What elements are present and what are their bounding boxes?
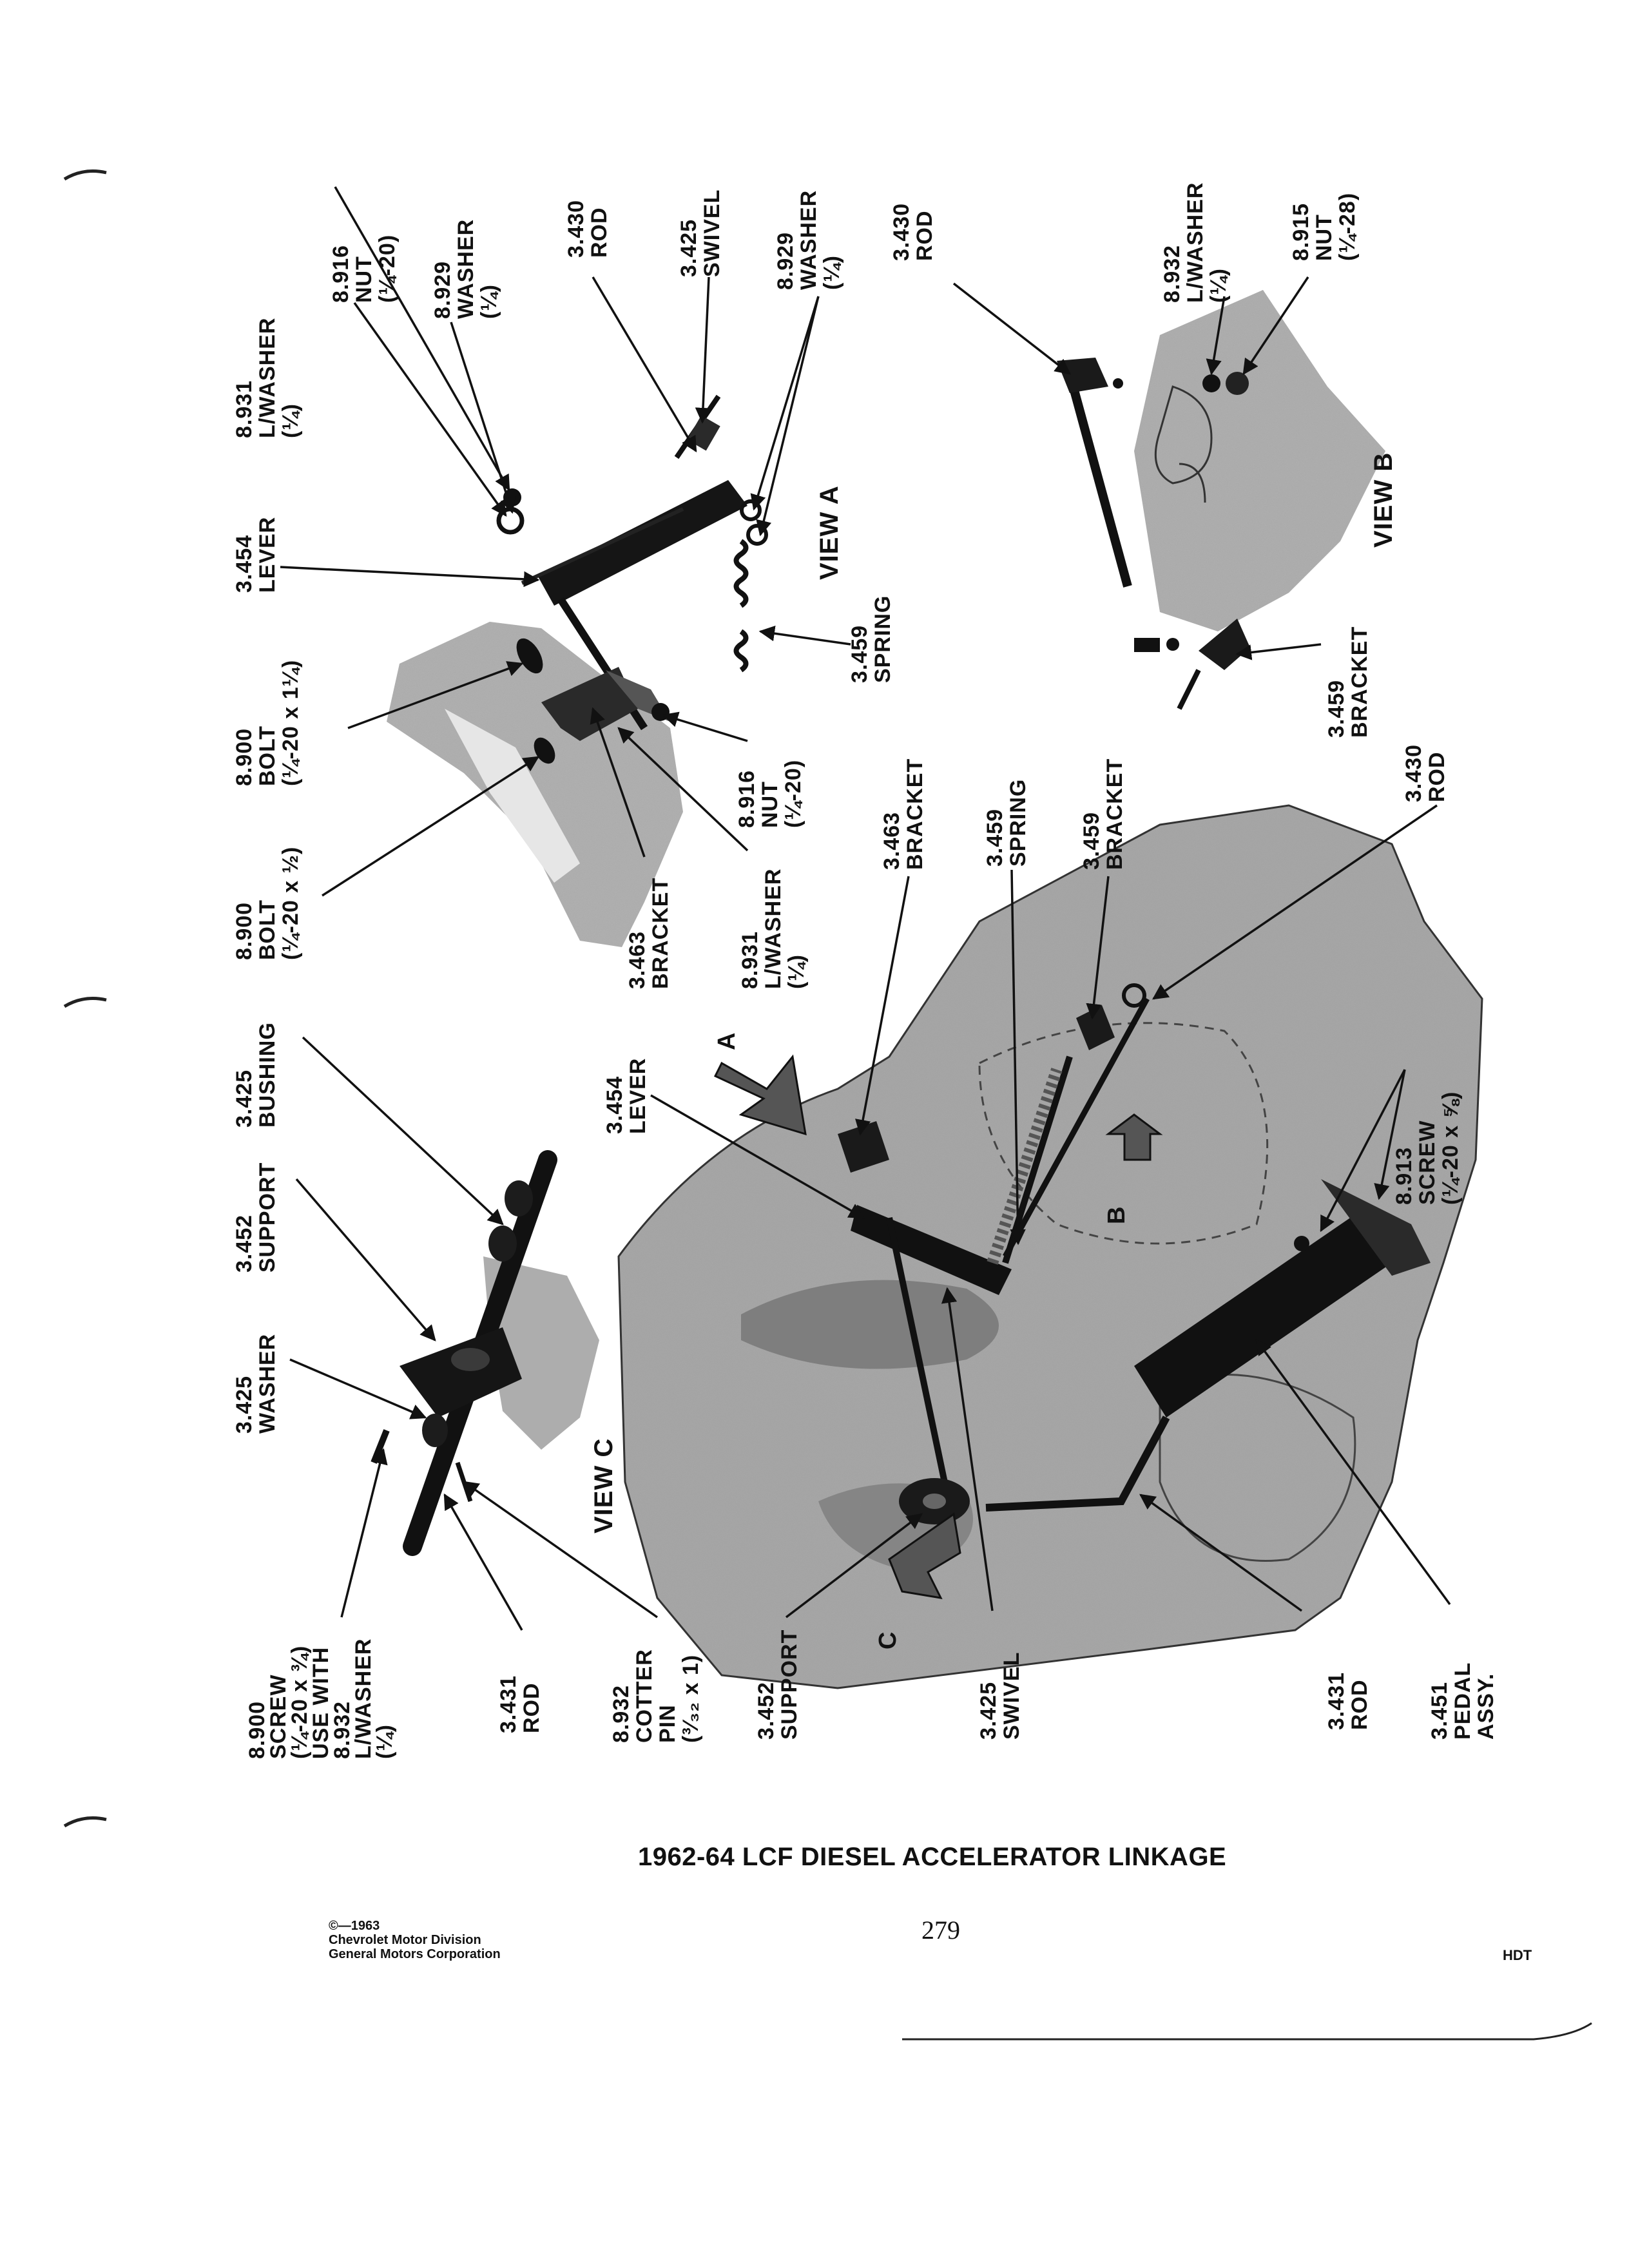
view-b-label: VIEW B: [1369, 452, 1398, 548]
callout-pedal-3451: 3.451PEDALASSY.: [1427, 1662, 1498, 1740]
callout-washer-8929-right: 8.929WASHER(¼): [773, 189, 844, 290]
callout-rod-3431-c: 3.431ROD: [496, 1675, 544, 1733]
copyright-line: ©—1963: [329, 1919, 380, 1933]
lever-a: [538, 480, 747, 606]
section-code: HDT: [1503, 1947, 1532, 1963]
callout-bushing-3425-c: 3.425BUSHING: [232, 1022, 280, 1128]
arrow-a: [715, 1057, 805, 1134]
callout-bracket-3463-a: 3.463BRACKET: [625, 877, 673, 989]
arrow-letter-c: C: [874, 1631, 901, 1649]
callout-bolt-8900-short: 8.900BOLT(¼-20 x ½): [232, 846, 303, 960]
callout-screw-8913: 8.913SCREW(¼-20 x ⅝): [1392, 1091, 1463, 1205]
copyright-block: [329, 1919, 501, 1961]
callout-rod-3430-main: 3.430ROD: [1402, 744, 1449, 802]
callout-nut-8916-top: 8.916NUT(¼-20): [329, 234, 400, 303]
callout-washer-3425-c: 3.425WASHER: [232, 1333, 280, 1434]
callout-spring-3459-a: 3.459SPRING: [847, 595, 895, 683]
callout-support-3452-main: 3.452SUPPORT: [754, 1629, 802, 1740]
footer-rule: [902, 2023, 1592, 2039]
callout-lwasher-8931-mid: 8.931L/WASHER(¼): [738, 868, 809, 989]
view-a-assembly: [387, 396, 766, 947]
callout-lever-3454-a: 3.454LEVER: [232, 516, 280, 593]
binder-marks: [64, 171, 106, 1826]
callout-lever-3454-main: 3.454LEVER: [602, 1057, 650, 1134]
callout-spring-3459-main: 3.459SPRING: [983, 778, 1030, 867]
callout-rod-3431-main: 3.431ROD: [1324, 1671, 1372, 1730]
callout-bolt-8900-long: 8.900BOLT(¼-20 x 1¼): [232, 659, 303, 786]
callout-bracket-3459-b: 3.459BRACKET: [1324, 626, 1372, 738]
callout-lwasher-8931-top: 8.931L/WASHER(¼): [232, 317, 303, 438]
rod-b: [1070, 374, 1128, 586]
arrow-letter-b: B: [1103, 1206, 1130, 1224]
callout-rod-3430-a: 3.430ROD: [564, 199, 612, 258]
callout-support-3452-c: 3.452SUPPORT: [232, 1162, 280, 1273]
callout-washer-8929-top: 8.929WASHER(¼): [430, 218, 501, 319]
callout-bracket-3459-main: 3.459BRACKET: [1079, 758, 1127, 870]
callout-rod-3430-b: 3.430ROD: [889, 202, 937, 261]
arrow-letter-a: A: [713, 1032, 740, 1050]
callout-screw-8900-c: 8.900SCREW(¼-20 x ¾)USE WITH8.932L/WASHER(¼): [245, 1638, 397, 1759]
callout-nut-8916-mid: 8.916NUT(¼-20): [735, 759, 805, 828]
copyright-corporation: General Motors Corporation: [329, 1947, 501, 1961]
view-b-assembly: [1057, 290, 1385, 709]
figure-title: 1962-64 LCF DIESEL ACCELERATOR LINKAGE: [638, 1843, 1227, 1871]
callout-nut-8915-b: 8.915NUT(¼-28): [1289, 192, 1360, 261]
view-c-assembly: [374, 1160, 599, 1546]
callout-cotter-8932: 8.932COTTERPIN(³⁄₃₂ x 1): [609, 1649, 703, 1743]
callout-swivel-3425-a: 3.425SWIVEL: [677, 189, 724, 277]
callout-lwasher-8932-b: 8.932L/WASHER(¼): [1160, 182, 1231, 303]
spring-a: [737, 541, 746, 606]
view-c-label: VIEW C: [590, 1437, 618, 1533]
callout-swivel-3425-main: 3.425SWIVEL: [976, 1651, 1024, 1740]
copyright-division: Chevrolet Motor Division: [329, 1933, 481, 1947]
page-number: 279: [921, 1916, 960, 1945]
callout-bracket-3463-main: 3.463BRACKET: [880, 758, 927, 870]
view-a-label: VIEW A: [815, 485, 843, 580]
